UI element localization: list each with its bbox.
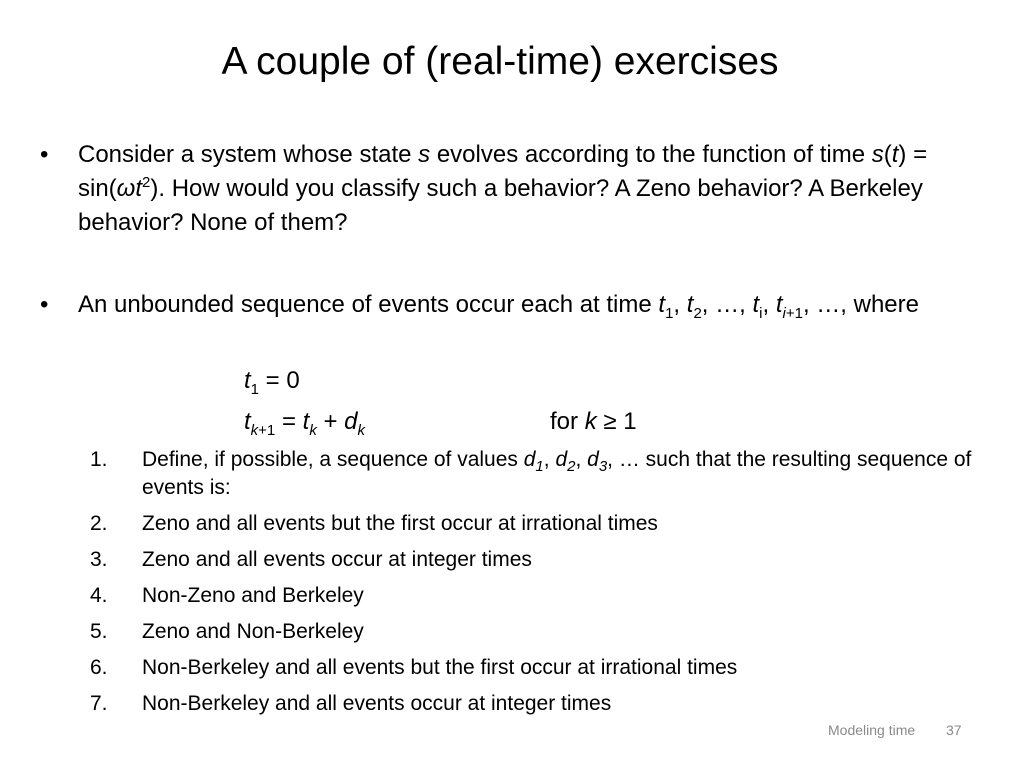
list-item: 2. Zeno and all events but the first occur at irrational times: [90, 512, 658, 535]
page-number: 37: [946, 722, 962, 738]
bullet-event-sequence: [40, 288, 970, 322]
slide-title: A couple of (real-time) exercises: [221, 40, 779, 83]
list-item: 5. Zeno and Non-Berkeley: [90, 620, 364, 643]
equation-condition: for k ≥ 1: [550, 408, 637, 435]
bullet-zeno-question: [40, 138, 970, 240]
bullet-dot: •: [40, 291, 49, 318]
list-item: 3. Zeno and all events occur at integer times: [90, 548, 532, 571]
list-item: 6. Non-Berkeley and all events but the first occur at irrational times: [90, 656, 738, 679]
exercise-list: [86, 446, 976, 726]
bullet-dot: •: [40, 141, 49, 168]
list-item: 4. Non-Zeno and Berkeley: [90, 584, 364, 607]
equation-t1: $t_1 = 0$: [244, 367, 300, 398]
bullet-text: An unbounded sequence of events occur each at time $t_1$, $t_2$, …, $t_i$, $t_{i+1}$, …, where: [78, 291, 919, 322]
footer-title: Modeling time: [828, 722, 916, 738]
equation-recurrence: $t_{k+1} = t_k + d_k$ for k ≥ 1: [244, 405, 365, 439]
bullet-text: Consider a system whose state s evolves according to the function of time $s(t) = \sin(\omega t^2)$. How would you classify such a behavior? A Zeno behavior? A Berkeley behavior? None of them?: [78, 141, 928, 236]
list-item: 1. Define, if possible, a sequence of values $d_1$, $d_2$, $d_3$, … such that the resulting sequence of events is:: [90, 448, 972, 499]
list-item: 7. Non-Berkeley and all events occur at integer times: [90, 692, 612, 715]
